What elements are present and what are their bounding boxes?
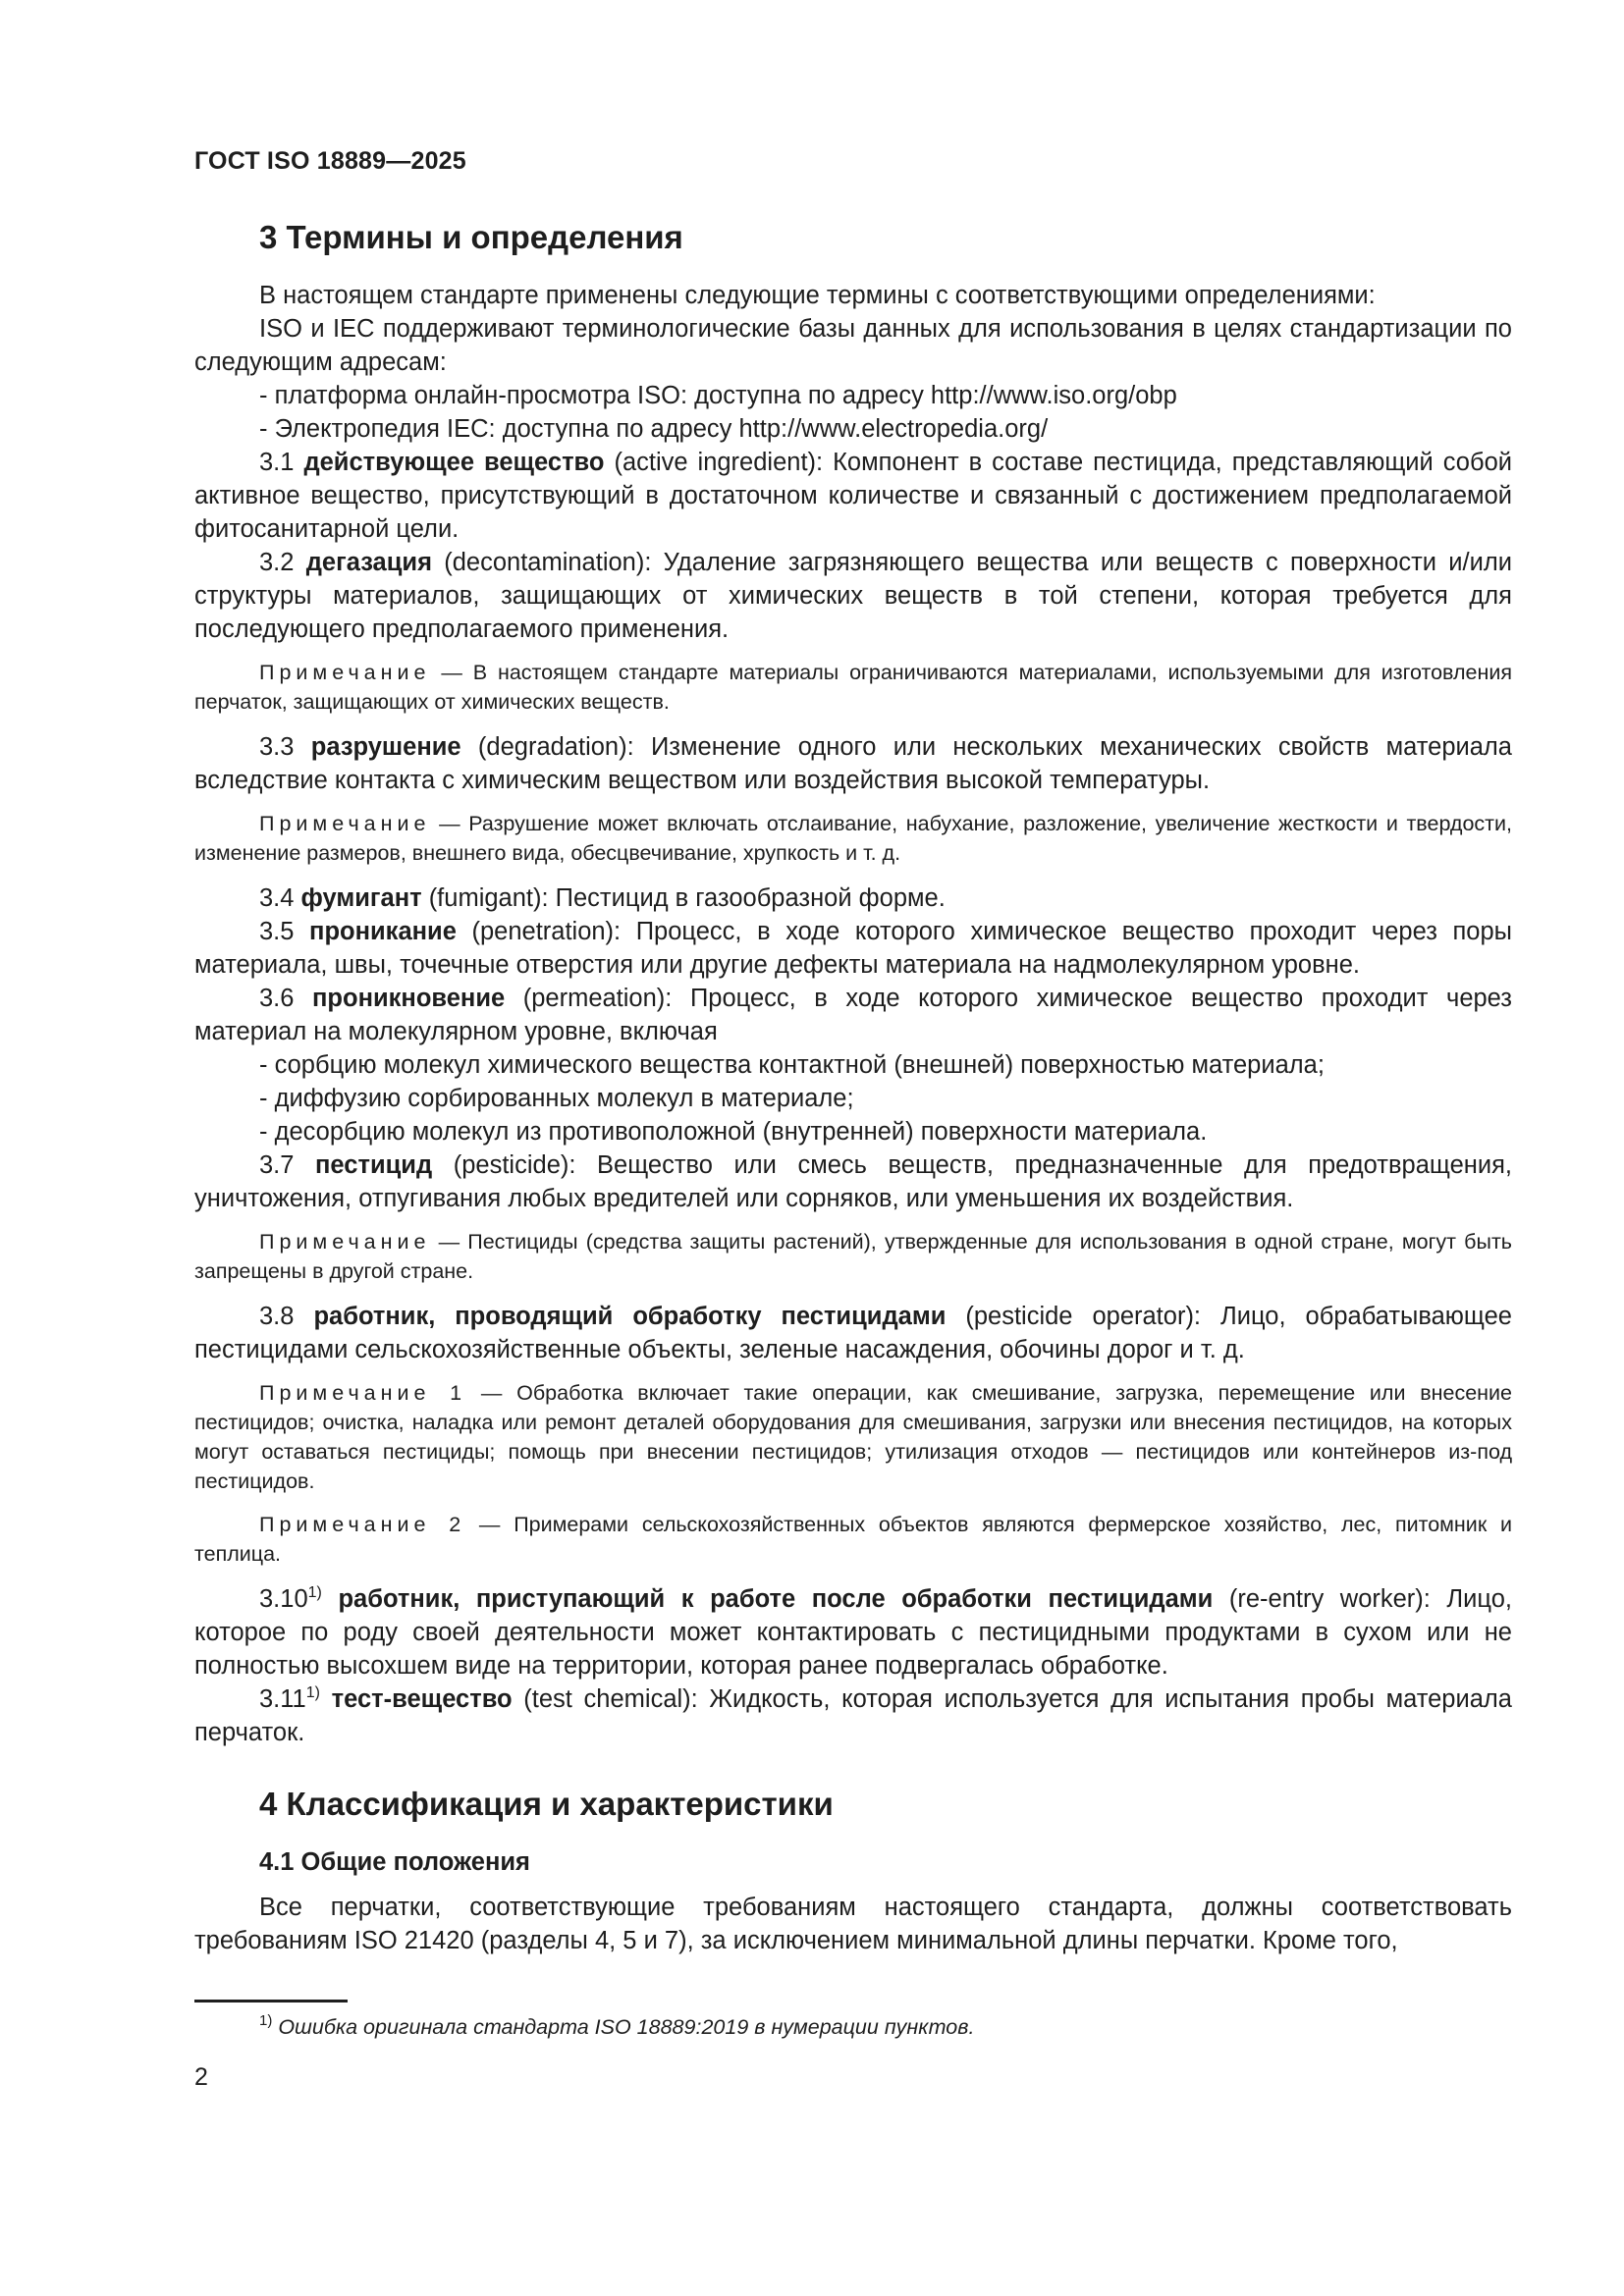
footnote-marker: 1) bbox=[259, 2012, 273, 2029]
term-3-10 bbox=[194, 1582, 1512, 1682]
list-item-iso-obp: - платформа онлайн-просмотра ISO: доступна по адресу http://www.iso.org/obp bbox=[259, 382, 1177, 409]
term-name: пестицид bbox=[315, 1151, 433, 1179]
note-label: Примечание bbox=[259, 1230, 431, 1254]
term-english: (decontamination): bbox=[431, 549, 652, 576]
term-english: (re-entry worker): bbox=[1213, 1585, 1431, 1613]
term-english: (permeation): bbox=[505, 985, 673, 1012]
page-content bbox=[194, 218, 1512, 1957]
note-label: Примечание bbox=[259, 812, 431, 835]
term-definition: Вещество или смесь веществ, предназначенные для предотвращения, уничтожения, отпугивания любых вредителей или сорняков, или уменьшения их воздействия. bbox=[194, 1151, 1512, 1212]
page-number: 2 bbox=[194, 2063, 208, 2091]
term-number: 3.11 bbox=[259, 1685, 306, 1713]
section-3-intro: В настоящем стандарте применены следующие термины с соответствующими определениями: bbox=[259, 282, 1376, 309]
term-number: 3.2 bbox=[259, 549, 295, 576]
term-3-1 bbox=[194, 446, 1512, 546]
term-name: работник, приступающий к работе после обработки пестицидами bbox=[338, 1585, 1214, 1613]
note-label: Примечание 2 bbox=[259, 1513, 466, 1536]
document-header: ГОСТ ISO 18889—2025 bbox=[194, 147, 466, 175]
term-english: (fumigant): bbox=[421, 884, 549, 912]
note-text: — В настоящем стандарте материалы ограничиваются материалами, используемыми для изготовления перчаток, защищающих от химических веществ. bbox=[194, 661, 1512, 714]
term-definition: Изменение одного или нескольких механических свойств материала вследствие контакта с химическим веществом или воздействия высокой температуры. bbox=[194, 733, 1512, 794]
list-item-desorption: - десорбцию молекул из противоположной (внутренней) поверхности материала. bbox=[259, 1118, 1208, 1146]
term-definition: Лицо, обрабатывающее пестицидами сельскохозяйственные объекты, зеленые насаждения, обочины дорог и т. д. bbox=[194, 1303, 1512, 1363]
section-4-1-paragraph: Все перчатки, соответствующие требованиям настоящего стандарта, должны соответствовать требованиям ISO 21420 (разделы 4, 5 и 7), за исключением минимальной длины перчатки. Кроме того, bbox=[194, 1894, 1512, 1954]
term-3-8 bbox=[194, 1300, 1512, 1366]
section-4-title: 4 Классификация и характеристики bbox=[259, 1786, 834, 1822]
term-definition: Лицо, которое по роду своей деятельности может контактировать с пестицидными продуктами в сухом или не полностью высохшем виде на территории, которая ранее подвергалась обработке. bbox=[194, 1585, 1512, 1680]
term-3-2 bbox=[194, 546, 1512, 646]
term-3-3 bbox=[194, 730, 1512, 797]
section-3-intro-iso-iec: ISO и IEC поддерживают терминологические базы данных для использования в целях стандартизации по следующим адресам: bbox=[194, 315, 1512, 376]
term-3-7 bbox=[194, 1148, 1512, 1215]
term-name: дегазация bbox=[305, 549, 432, 576]
term-name: действующее вещество bbox=[303, 449, 605, 476]
term-definition: Удаление загрязняющего вещества или веществ с поверхности и/или структуры материалов, защищающих от химических веществ в той степени, которая требуется для последующего предполагаемого применения. bbox=[194, 549, 1512, 643]
term-number: 3.10 bbox=[259, 1585, 308, 1613]
term-number: 3.8 bbox=[259, 1303, 295, 1330]
term-english: (pesticide): bbox=[432, 1151, 576, 1179]
note-3-7 bbox=[194, 1227, 1512, 1286]
term-english: (test chemical): bbox=[512, 1685, 698, 1713]
term-english: (active ingredient): bbox=[604, 449, 824, 476]
subsection-4-1-title: 4.1 Общие положения bbox=[259, 1848, 530, 1876]
note-3-8-1 bbox=[194, 1378, 1512, 1496]
term-number: 3.5 bbox=[259, 918, 295, 945]
term-3-5 bbox=[194, 915, 1512, 982]
footnote-divider bbox=[194, 2000, 348, 2002]
term-number: 3.6 bbox=[259, 985, 295, 1012]
note-3-8-2 bbox=[194, 1510, 1512, 1569]
term-english: (pesticide operator): bbox=[946, 1303, 1202, 1330]
note-label: Примечание 1 bbox=[259, 1381, 467, 1405]
term-3-4 bbox=[194, 881, 1512, 915]
term-number: 3.7 bbox=[259, 1151, 295, 1179]
note-text: — Пестициды (средства защиты растений), утвержденные для использования в одной стране, могут быть запрещены в другой стране. bbox=[194, 1230, 1512, 1283]
term-name: проникновение bbox=[312, 985, 506, 1012]
term-name: тест-вещество bbox=[331, 1685, 513, 1713]
term-name: фумигант bbox=[300, 884, 422, 912]
term-definition: Процесс, в ходе которого химическое вещество проходит через поры материала, швы, точечные отверстия или другие дефекты материала на надмолекулярном уровне. bbox=[194, 918, 1512, 979]
term-name: проникание bbox=[309, 918, 457, 945]
term-english: (degradation): bbox=[460, 733, 634, 761]
note-text: — Обработка включает такие операции, как смешивание, загрузка, перемещение или внесение пестицидов; очистка, наладка или ремонт деталей оборудования для смешивания, загрузки или внесения пестицидов, на которых могут оставаться пестициды; помощь при внесении пестицидов; утилизация отходов — пестицидов или контейнеров из-под пестицидов. bbox=[194, 1381, 1512, 1493]
term-name: разрушение bbox=[310, 733, 461, 761]
term-definition: Жидкость, которая используется для испытания пробы материала перчаток. bbox=[194, 1685, 1512, 1746]
term-definition: Пестицид в газообразной форме. bbox=[548, 884, 946, 912]
note-text: — Примерами сельскохозяйственных объектов являются фермерское хозяйство, лес, питомник и теплица. bbox=[194, 1513, 1512, 1566]
footnote-ref: 1) bbox=[305, 1684, 320, 1701]
list-item-sorption: - сорбцию молекул химического вещества контактной (внешней) поверхностью материала; bbox=[259, 1051, 1325, 1079]
footnote-text: Ошибка оригинала стандарта ISO 18889:2019 в нумерации пунктов. bbox=[278, 2015, 975, 2039]
term-name: работник, проводящий обработку пестицидами bbox=[313, 1303, 947, 1330]
note-label: Примечание bbox=[259, 661, 431, 684]
term-number: 3.1 bbox=[259, 449, 295, 476]
list-item-electropedia: - Электропедия IEC: доступна по адресу http://www.electropedia.org/ bbox=[259, 415, 1049, 443]
note-text: — Разрушение может включать отслаивание, набухание, разложение, увеличение жесткости и твердости, изменение размеров, внешнего вида, обесцвечивание, хрупкость и т. д. bbox=[194, 812, 1512, 865]
term-3-11 bbox=[194, 1682, 1512, 1749]
section-3-title: 3 Термины и определения bbox=[259, 219, 683, 255]
term-definition: Процесс, в ходе которого химическое вещество проходит через материал на молекулярном уровне, включая bbox=[194, 985, 1512, 1045]
term-definition: Компонент в составе пестицида, представляющий собой активное вещество, присутствующий в достаточном количестве и связанный с достижением предполагаемой фитосанитарной цели. bbox=[194, 449, 1513, 543]
note-3-2 bbox=[194, 658, 1512, 717]
term-number: 3.4 bbox=[259, 884, 295, 912]
footnote-ref: 1) bbox=[307, 1584, 322, 1601]
term-number: 3.3 bbox=[259, 733, 295, 761]
list-item-diffusion: - диффузию сорбированных молекул в материале; bbox=[259, 1085, 854, 1112]
footnote bbox=[259, 2012, 974, 2042]
term-english: (penetration): bbox=[456, 918, 622, 945]
term-3-6 bbox=[194, 982, 1512, 1048]
note-3-3 bbox=[194, 809, 1512, 868]
